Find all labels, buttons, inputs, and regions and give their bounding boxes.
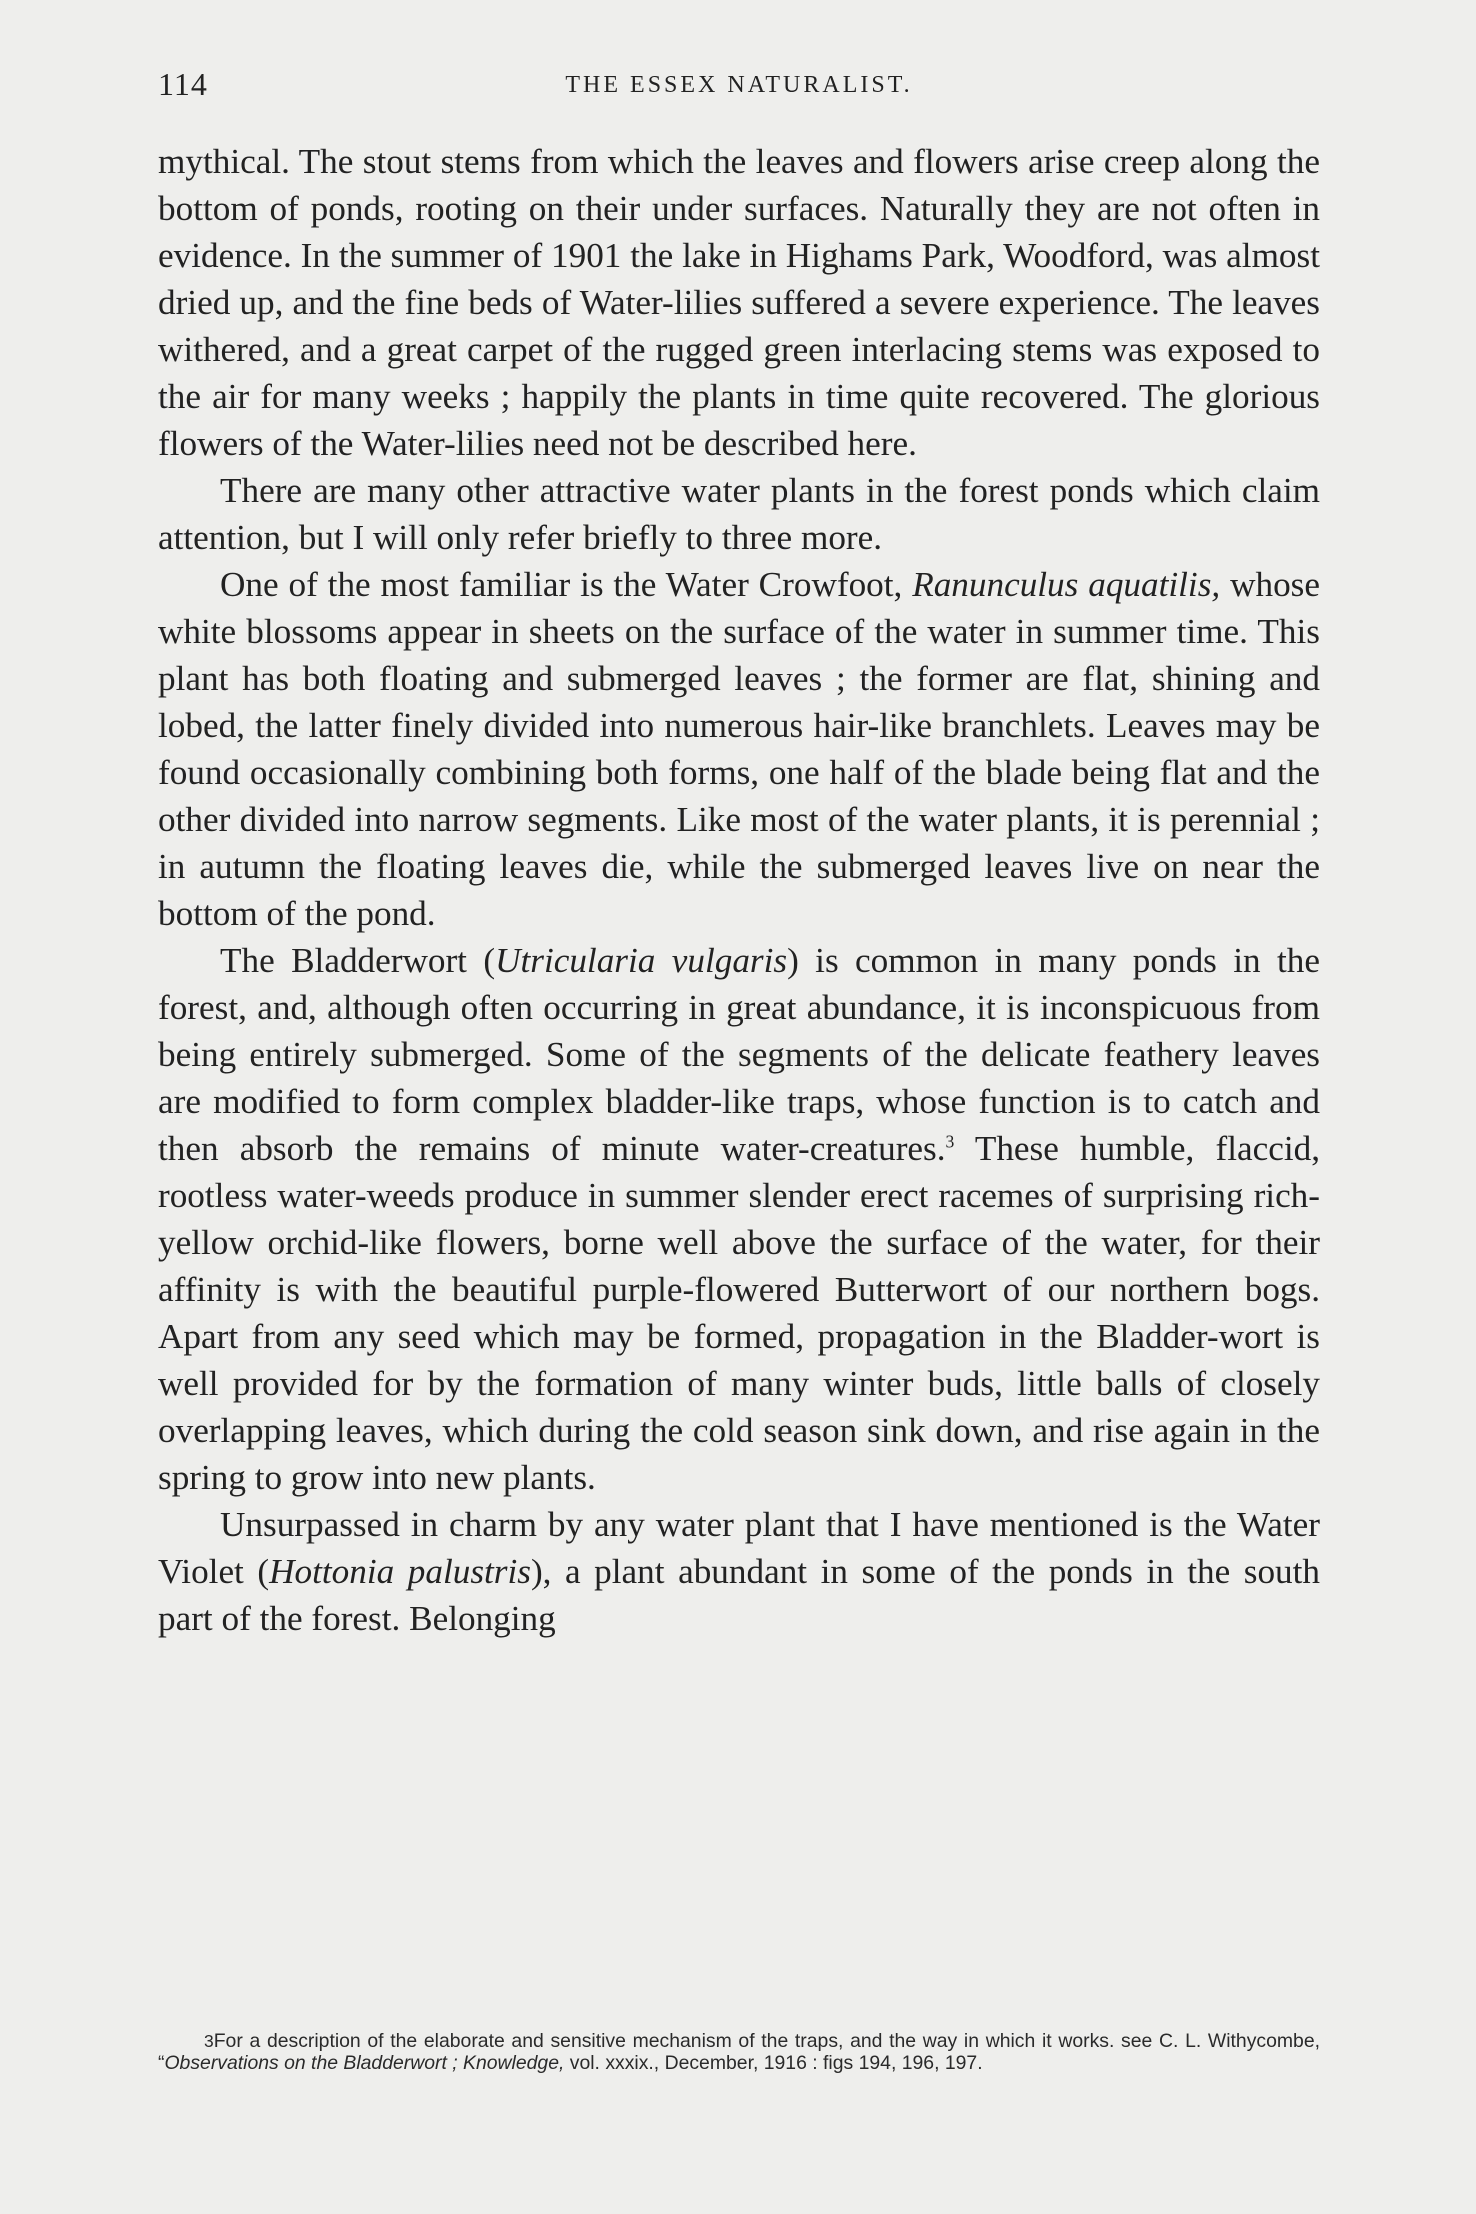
paragraph-continued: mythical. The stout stems from which the leaves and flowers arise creep along the bottom of ponds, rooting on their under surfaces. Naturally they are not often in evidence. In the summer of 1901 the lake in Highams Park, Woodford, was almost dried up, and the fine beds of Water-lilies suffered a severe experience. The leaves withered, and a great carpet of the rugged green interlacing stems was exposed to the air for many weeks ; happily the plants in time quite recovered. The glorious flowers of the Water-lilies need not be described here. (158, 142, 1320, 463)
footnote-text: For a description of the elaborate and sensitive mechanism of the traps, and the way in which it works. see C. L. Withycombe, “ (158, 2030, 1320, 2074)
page-number: 114 (158, 66, 208, 102)
paragraph-water-violet (158, 1501, 1320, 1642)
paragraph-other-plants: There are many other attractive water plants in the forest ponds which claim attention, but I will only refer briefly to three more. (158, 471, 1320, 557)
footnote (158, 2030, 1320, 2074)
footnotes (158, 2030, 1320, 2074)
paragraph-bladderwort (158, 937, 1320, 1501)
species-name: Hottonia palustris (269, 1552, 531, 1591)
paragraph-text: These humble, flaccid, rootless water-weeds produce in summer slender erect racemes of surprising rich-yellow orchid-like flowers, borne well above the surface of the water, for their affinity is with the beautiful purple-flowered Butterwort of our northern bogs. Apart from any seed which may be formed, propagation in the Bladder-wort is well provided for by the formation of many winter buds, little balls of closely overlapping leaves, which during the cold season sink down, and rise again in the spring to grow into new plants. (158, 1129, 1320, 1497)
paragraph-text: whose white blossoms appear in sheets on the surface of the water in summer time. This plant has both floating and submerged leaves ; the former are flat, shining and lobed, the latter finely divided into numerous hair-like branchlets. Leaves may be found occasionally combining both forms, one half of the blade being flat and the other divided into narrow segments. Like most of the water plants, it is perennial ; in autumn the floating leaves die, while the submerged leaves live on near the bottom of the pond. (158, 565, 1320, 933)
footnote-reference: 3 (945, 1131, 955, 1152)
paragraph-text: ) is common in many ponds in the forest, and, although often occurring in great abundance, it is inconspicuous from being entirely submerged. Some of the segments of the delicate feathery leaves are modified to form complex bladder-like traps, whose function is to catch and then absorb the remains of minute water-creatures. (158, 941, 1320, 1168)
running-head (158, 66, 1320, 106)
journal-title: THE ESSEX NATURALIST. (565, 72, 913, 98)
paragraph-text: Unsurpassed in charm by any water plant that I have mentioned is the Water Violet ( (158, 1505, 1320, 1591)
footnote-citation: Observations on the Bladderwort ; Knowledge, (164, 2052, 565, 2074)
footnote-text: vol. xxxix., December, 1916 : figs 194, 196, 197. (564, 2052, 983, 2074)
species-name: Utricularia vulgaris (495, 941, 788, 980)
paragraph-text: One of the most familiar is the Water Crowfoot, (220, 565, 913, 604)
species-name: Ranunculus aquatilis, (912, 565, 1221, 604)
footnote-mark: 3 (204, 2031, 214, 2051)
paragraph-text: The Bladderwort ( (220, 941, 496, 980)
paragraph-text: ), a plant abundant in some of the ponds in the south part of the forest. Belonging (158, 1552, 1321, 1638)
paragraph-water-crowfoot (158, 561, 1320, 937)
body-text (158, 138, 1320, 1642)
